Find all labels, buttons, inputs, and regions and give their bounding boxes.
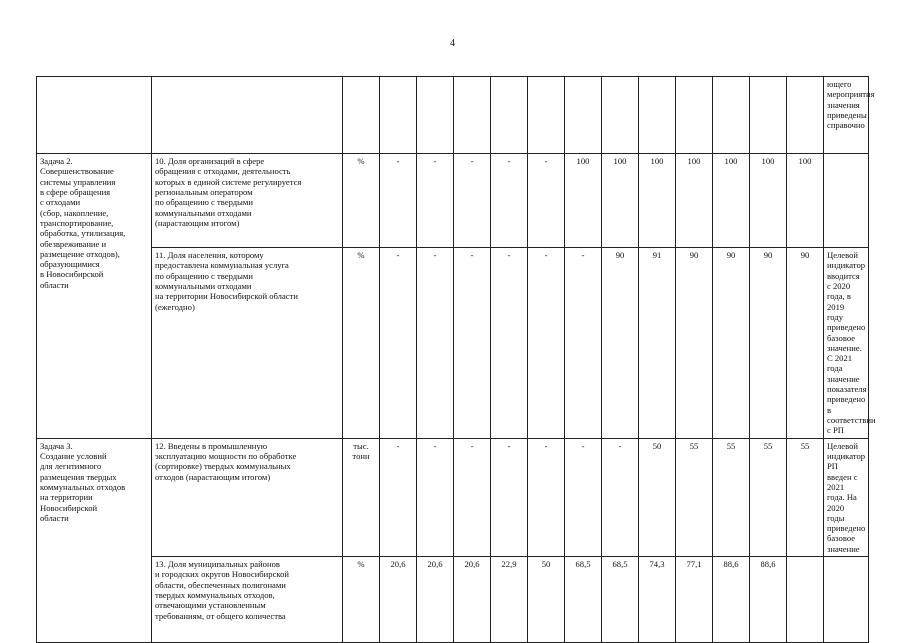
task-cell: Задача 2. Совершенствование системы управления в сфере обращения с отходами (сбор, накопление, транспортирование, обработка, утилизация, обезвреживание и размещение отходов), образующимися в Новосибирской области <box>37 154 152 439</box>
value-cell: - <box>454 154 491 248</box>
unit-cell: % <box>343 557 380 643</box>
value-cell <box>602 77 639 154</box>
value-cell: - <box>528 248 565 439</box>
value-cell <box>491 77 528 154</box>
unit-cell: тыс. тонн <box>343 438 380 556</box>
value-cell: 90 <box>750 248 787 439</box>
value-cell: - <box>565 438 602 556</box>
unit-cell <box>343 77 380 154</box>
indicator-cell: 13. Доля муниципальных районов и городских округов Новосибирской области, обеспеченных полигонами твердых коммунальных отходов, отвечающими установленным требованиям, от общего количества <box>152 557 343 643</box>
unit-cell: % <box>343 248 380 439</box>
indicator-cell: 10. Доля организаций в сфере обращения с отходами, деятельность которых в единой системе регулируется региональным оператором по обращению с твердыми коммунальными отходами (нарастающим итогом) <box>152 154 343 248</box>
value-cell: 68,5 <box>602 557 639 643</box>
note-cell <box>824 557 869 643</box>
note-cell <box>824 154 869 248</box>
value-cell <box>380 77 417 154</box>
note-cell: ющего мероприятия значения приведены справочно <box>824 77 869 154</box>
value-cell: 20,6 <box>380 557 417 643</box>
value-cell: 100 <box>676 154 713 248</box>
value-cell: 50 <box>528 557 565 643</box>
value-cell: 74,3 <box>639 557 676 643</box>
indicators-table <box>36 76 876 643</box>
value-cell: 55 <box>750 438 787 556</box>
value-cell: - <box>417 154 454 248</box>
value-cell: 50 <box>639 438 676 556</box>
indicator-cell: 12. Введены в промышленную эксплуатацию мощности по обработке (сортировке) твердых коммунальных отходов (нарастающим итогом) <box>152 438 343 556</box>
table-row <box>37 438 869 556</box>
value-cell <box>565 77 602 154</box>
page-number: 4 <box>450 38 455 49</box>
table-row <box>37 77 869 154</box>
table-row <box>37 557 869 643</box>
value-cell: 100 <box>713 154 750 248</box>
value-cell: - <box>528 154 565 248</box>
indicator-cell: 11. Доля населения, которому предоставлена коммунальная услуга по обращению с твердыми коммунальными отходами на территории Новосибирской области (ежегодно) <box>152 248 343 439</box>
note-cell: Целевой индикатор вводится с 2020 года, в 2019 году приведено базовое значение. С 2021 года значение показателя приведено в соответствии с РП <box>824 248 869 439</box>
value-cell: 20,6 <box>417 557 454 643</box>
value-cell: - <box>602 438 639 556</box>
note-cell: Целевой индикатор РП введен с 2021 года. На 2020 годы приведено базовое значение <box>824 438 869 556</box>
value-cell: 100 <box>602 154 639 248</box>
value-cell: 100 <box>787 154 824 248</box>
value-cell: 88,6 <box>750 557 787 643</box>
value-cell: 100 <box>565 154 602 248</box>
value-cell <box>787 77 824 154</box>
table-row <box>37 154 869 248</box>
value-cell: 77,1 <box>676 557 713 643</box>
value-cell: 55 <box>787 438 824 556</box>
value-cell: - <box>417 248 454 439</box>
value-cell: - <box>528 438 565 556</box>
value-cell: 90 <box>787 248 824 439</box>
table-row <box>37 248 869 439</box>
value-cell: 90 <box>602 248 639 439</box>
value-cell: 100 <box>639 154 676 248</box>
value-cell: - <box>491 438 528 556</box>
value-cell: - <box>380 438 417 556</box>
value-cell: 20,6 <box>454 557 491 643</box>
value-cell: - <box>454 248 491 439</box>
value-cell: 90 <box>713 248 750 439</box>
indicator-cell <box>152 77 343 154</box>
value-cell: - <box>417 438 454 556</box>
value-cell <box>417 77 454 154</box>
value-cell: 88,6 <box>713 557 750 643</box>
value-cell: 91 <box>639 248 676 439</box>
value-cell <box>750 77 787 154</box>
value-cell <box>454 77 491 154</box>
value-cell: - <box>491 154 528 248</box>
value-cell: 90 <box>676 248 713 439</box>
value-cell <box>787 557 824 643</box>
value-cell <box>528 77 565 154</box>
value-cell: 100 <box>750 154 787 248</box>
value-cell: 55 <box>676 438 713 556</box>
value-cell: - <box>454 438 491 556</box>
value-cell <box>676 77 713 154</box>
value-cell: - <box>380 248 417 439</box>
value-cell: - <box>380 154 417 248</box>
task-cell <box>37 77 152 154</box>
value-cell: 55 <box>713 438 750 556</box>
task-cell: Задача 3. Создание условий для легитимного размещения твердых коммунальных отходов на территории Новосибирской области <box>37 438 152 642</box>
value-cell: 22,9 <box>491 557 528 643</box>
value-cell: - <box>565 248 602 439</box>
value-cell: - <box>491 248 528 439</box>
unit-cell: % <box>343 154 380 248</box>
value-cell: 68,5 <box>565 557 602 643</box>
value-cell <box>639 77 676 154</box>
value-cell <box>713 77 750 154</box>
